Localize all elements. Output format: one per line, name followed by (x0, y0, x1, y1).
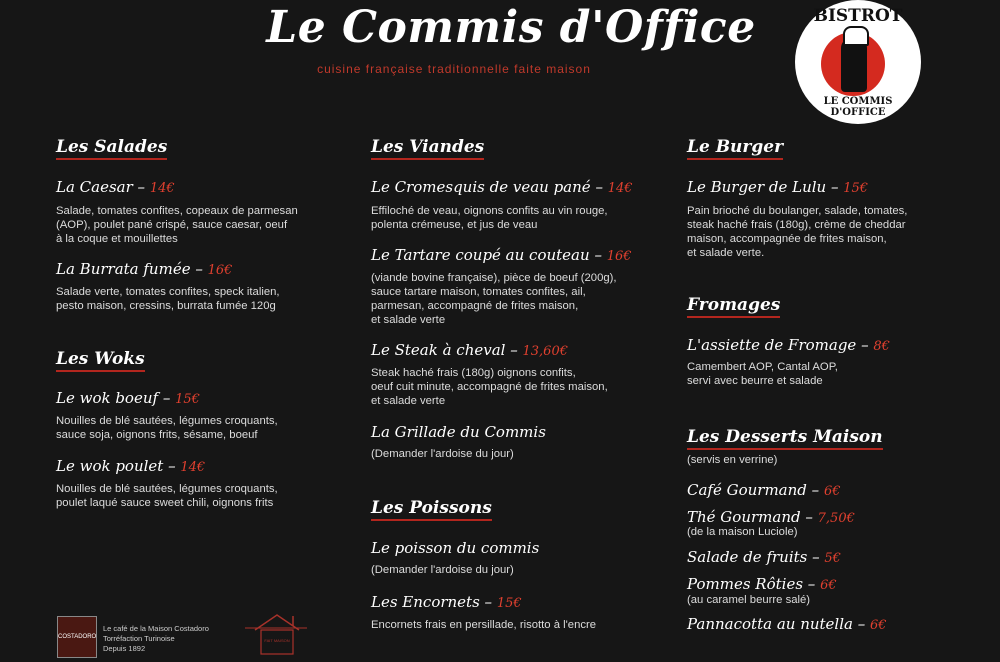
menu-item-desc: Steak haché frais (180g) oignons confits, oeuf cuit minute, accompagné de frites maison, et salade verte (371, 367, 608, 407)
menu-item-title: Le Cromesquis de veau pané – 14€ (371, 178, 633, 196)
menu-item-desc: Pain brioché du boulanger, salade, tomates, steak haché frais (180g), crème de cheddar maison, accompagnée de frites maison, et salade verte. (687, 205, 908, 259)
menu-item-title: La Grillade du Commis (371, 423, 546, 441)
menu-item-title: Pommes Rôties – 6€ (687, 575, 837, 593)
house-icon (245, 612, 307, 656)
section-heading-salades: Les Salades (56, 137, 167, 160)
chef-hat-icon (843, 26, 869, 46)
menu-item-desc: Salade verte, tomates confites, speck italien, pesto maison, cressins, burrata fumée 120g (56, 286, 280, 312)
menu-item-desc: Nouilles de blé sautées, légumes croquants, poulet laqué sauce sweet chili, oignons frits (56, 483, 278, 509)
desserts-note: (servis en verrine) (687, 454, 778, 466)
menu-item-desc: Nouilles de blé sautées, légumes croquants, sauce soja, oignons frits, sésame, boeuf (56, 415, 278, 441)
menu-item-desc: Effiloché de veau, oignons confits au vin rouge, polenta crémeuse, et jus de veau (371, 205, 608, 231)
menu-item-desc: Encornets frais en persillade, risotto à l'encre (371, 619, 597, 631)
menu-item-title: Le wok poulet – 14€ (56, 457, 206, 475)
logo-bottom-text: LE COMMIS D'OFFICE (823, 96, 893, 118)
menu-item-title: Le Steak à cheval – 13,60€ (371, 341, 568, 359)
menu-item-title: Salade de fruits – 5€ (687, 548, 841, 566)
section-heading-fromages: Fromages (687, 295, 780, 318)
menu-item-title: La Caesar – 14€ (56, 178, 175, 196)
menu-item-title: Le poisson du commis (371, 539, 540, 557)
menu-item-title: Le Burger de Lulu – 15€ (687, 178, 869, 196)
fait-maison-logo (245, 612, 307, 661)
restaurant-subtitle: cuisine française traditionnelle faite maison (317, 62, 591, 76)
menu-item-desc: Salade, tomates confites, copeaux de parmesan (AOP), poulet pané crispé, sauce caesar, oeuf à la coque et mouillettes (56, 205, 298, 245)
restaurant-title: Le Commis d'Office (266, 2, 756, 53)
menu-item-desc: Camembert AOP, Cantal AOP, servi avec beurre et salade (687, 361, 838, 387)
menu-item-title: Café Gourmand – 6€ (687, 481, 841, 499)
section-heading-burger: Le Burger (687, 137, 783, 160)
menu-item-title: L'assiette de Fromage – 8€ (687, 336, 890, 354)
menu-item-desc: (Demander l'ardoise du jour) (371, 564, 514, 576)
menu-item-title: La Burrata fumée – 16€ (56, 260, 233, 278)
menu-item-title: Les Encornets – 15€ (371, 593, 522, 611)
section-heading-woks: Les Woks (56, 349, 145, 372)
chef-icon (841, 38, 867, 92)
menu-item-desc: (Demander l'ardoise du jour) (371, 448, 514, 460)
menu-item-title: Thé Gourmand – 7,50€ (687, 508, 855, 526)
menu-item-desc: (viande bovine française), pièce de boeuf (200g), sauce tartare maison, tomates confites, ail, parmesan, accompagné de frites maison, et salade verte (371, 272, 617, 326)
costadoro-logo: COSTADORO (57, 616, 97, 658)
menu-item-title: Le Tartare coupé au couteau – 16€ (371, 246, 632, 264)
fait-maison-text: FAIT MAISON (264, 638, 290, 643)
menu-item-desc: (de la maison Luciole) (687, 526, 798, 538)
menu-item-title: Pannacotta au nutella – 6€ (687, 615, 887, 633)
bistrot-logo (795, 0, 921, 124)
menu-item-title: Le wok boeuf – 15€ (56, 389, 200, 407)
section-heading-poissons: Les Poissons (371, 498, 492, 521)
costadoro-text: Le café de la Maison Costadoro Torréfaction Turinoise Depuis 1892 (103, 624, 209, 653)
section-heading-viandes: Les Viandes (371, 137, 484, 160)
menu-item-desc: (au caramel beurre salé) (687, 594, 811, 606)
section-heading-desserts: Les Desserts Maison (687, 427, 883, 450)
logo-top-text: BISTROT (813, 6, 903, 26)
